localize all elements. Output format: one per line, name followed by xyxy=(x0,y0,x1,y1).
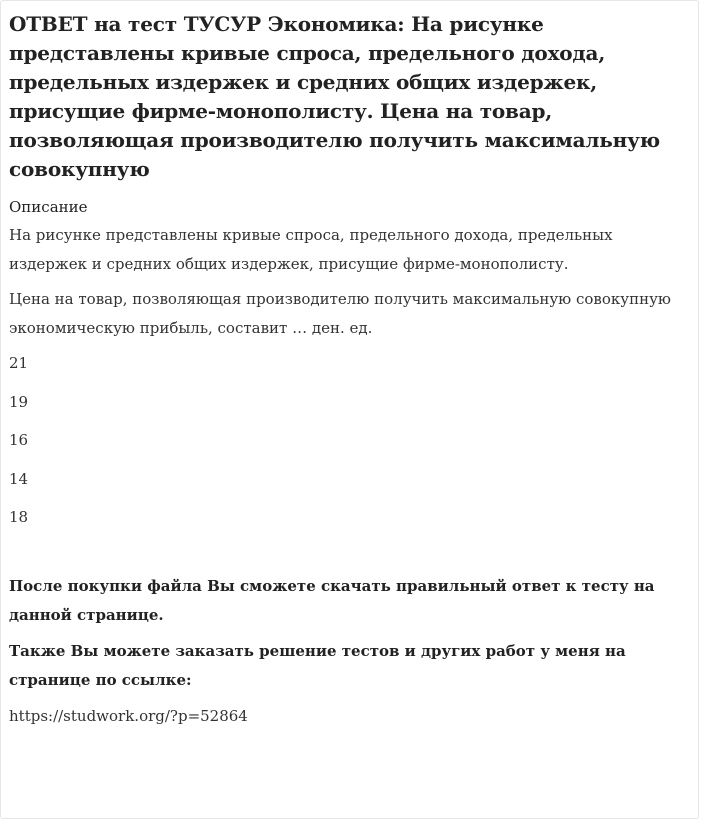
description-text: На рисунке представлены кривые спроса, предельного дохода, предельных издержек и средних общих издержек, присущие фирме-монополисту. xyxy=(9,226,613,273)
answer-option: 18 xyxy=(9,508,29,526)
answer-option: 14 xyxy=(9,469,29,488)
document-content xyxy=(9,10,693,727)
purchase-note: После покупки файла Вы сможете скачать правильный ответ к тесту на данной странице. xyxy=(9,577,655,624)
order-link[interactable]: https://studwork.org/?p=52864 xyxy=(9,707,248,725)
question-text: Цена на товар, позволяющая производителю получить максимальную совокупную экономическую прибыль, составит … ден. ед. xyxy=(9,290,671,337)
answer-option: 21 xyxy=(9,354,29,372)
description-label: Описание xyxy=(9,198,88,216)
order-note: Также Вы можете заказать решение тестов и других работ у меня на странице по ссылке: xyxy=(9,642,626,689)
page-title: ОТВЕТ на тест ТУСУР Экономика: На рисунке представлены кривые спроса, предельного дохода, предельных издержек и средних общих издержек, присущие фирме-монополисту. Цена на товар, позволяющая производителю получить максимальную совокупную xyxy=(9,12,660,181)
answer-option: 16 xyxy=(9,431,29,449)
answer-options xyxy=(9,353,693,527)
answer-option: 19 xyxy=(9,392,29,411)
